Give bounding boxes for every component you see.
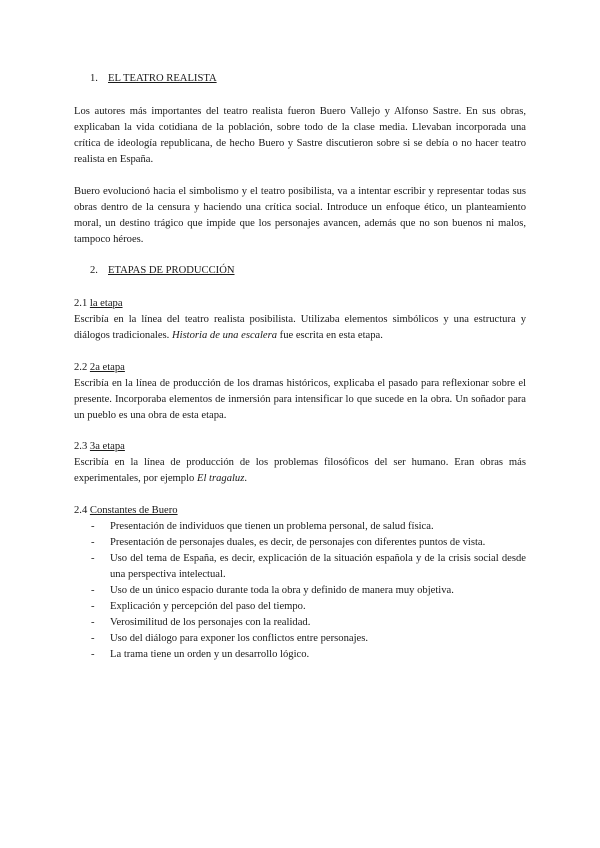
list-item [74, 615, 526, 631]
list-item-text: Uso de un único espacio durante toda la obra y definido de manera muy objetiva. [110, 585, 454, 596]
list-bullet: - [91, 601, 95, 612]
list-item [74, 535, 526, 551]
list-bullet: - [91, 553, 95, 564]
subsection-2-1-work-title: Historia de una escalera [171, 330, 278, 341]
subsection-2-3-number: 2.3 [74, 441, 90, 452]
subsection-2-1-number: 2.1 [74, 298, 90, 309]
subsection-2-4-title: Constantes de Buero [89, 505, 178, 516]
section-1-heading [90, 71, 217, 87]
list-item [74, 551, 526, 583]
subsection-2-3-work-title: El tragaluz [196, 473, 245, 484]
list-item [74, 583, 526, 599]
subsection-2-2-heading [74, 360, 125, 376]
list-item-text: Uso del tema de España, es decir, explicación de la situación española y de la crisis social desde una perspectiva intelectual. [110, 553, 526, 580]
subsection-2-1-text-b: fue escrita en esta etapa. [277, 330, 383, 341]
section-1-paragraph-2: Buero evolucionó hacia el simbolismo y el teatro posibilista, va a intentar escribir y representar todas sus obras dentro de la censura y haciendo una crítica social. Introduce un enfoque ético, un planteamiento moral, un destino trágico que impide que los personajes avancen, además que no son buenos ni malos, tampoco héroes. [74, 186, 526, 245]
list-item-text: Presentación de individuos que tienen un problema personal, de salud física. [110, 521, 434, 532]
list-bullet: - [91, 633, 95, 644]
list-item-text: Presentación de personajes duales, es decir, de personajes con diferentes puntos de vista. [110, 537, 486, 548]
subsection-2-3-text-b: . [244, 473, 248, 484]
section-1-number: 1. [90, 73, 98, 84]
list-bullet: - [91, 649, 95, 660]
list-bullet: - [91, 617, 95, 628]
section-2-title: ETAPAS DE PRODUCCIÓN [108, 265, 235, 276]
constantes-list [74, 519, 526, 663]
subsection-2-3-heading [74, 439, 125, 455]
list-item-text: La trama tiene un orden y un desarrollo lógico. [110, 649, 310, 660]
section-2-heading [90, 263, 235, 279]
subsection-2-1-paragraph [74, 312, 526, 344]
subsection-2-2-title: 2a etapa [89, 362, 125, 373]
section-1-title: EL TEATRO REALISTA [108, 73, 217, 84]
list-item [74, 631, 526, 647]
section-2-number: 2. [90, 265, 98, 276]
subsection-2-1-title: la etapa [89, 298, 123, 309]
list-item [74, 519, 526, 535]
subsection-2-2-number: 2.2 [74, 362, 90, 373]
list-bullet: - [91, 537, 95, 548]
subsection-2-1-text-a: Escribía en la línea del teatro realista posibilista. Utilizaba elementos simbólicos y una estructura y diálogos tradicionales. [74, 314, 526, 341]
subsection-2-4-number: 2.4 [74, 505, 90, 516]
subsection-2-3-title: 3a etapa [89, 441, 125, 452]
subsection-2-3-paragraph [74, 455, 526, 487]
list-bullet: - [91, 521, 95, 532]
subsection-2-1-heading [74, 296, 123, 312]
subsection-2-4-heading [74, 503, 178, 519]
list-item-text: Explicación y percepción del paso del tiempo. [110, 601, 306, 612]
list-item [74, 599, 526, 615]
subsection-2-3-text-a: Escribía en la línea de producción de los problemas filosóficos del ser humano. Eran obras más experimentales, por ejemplo [74, 457, 526, 484]
list-item-text: Uso del diálogo para exponer los conflictos entre personajes. [110, 633, 368, 644]
list-bullet: - [91, 585, 95, 596]
section-1-paragraph-1: Los autores más importantes del teatro realista fueron Buero Vallejo y Alfonso Sastre. En sus obras, explicaban la vida cotidiana de la población, sobre todo de la clase media. Llevaban incorporada una crítica de ideología republicana, de hecho Buero y Sastre discutieron sobre si se debía o no hacer teatro realista en España. [74, 106, 526, 165]
subsection-2-2-paragraph: Escribía en la línea de producción de los dramas históricos, explicaba el pasado para reflexionar sobre el presente. Incorporaba elementos de inmersión para intensificar lo que sucede en la obra. Un soñador para un pueblo es una obra de esta etapa. [74, 378, 526, 421]
list-item [74, 647, 526, 663]
list-item-text: Verosimilitud de los personajes con la realidad. [110, 617, 311, 628]
